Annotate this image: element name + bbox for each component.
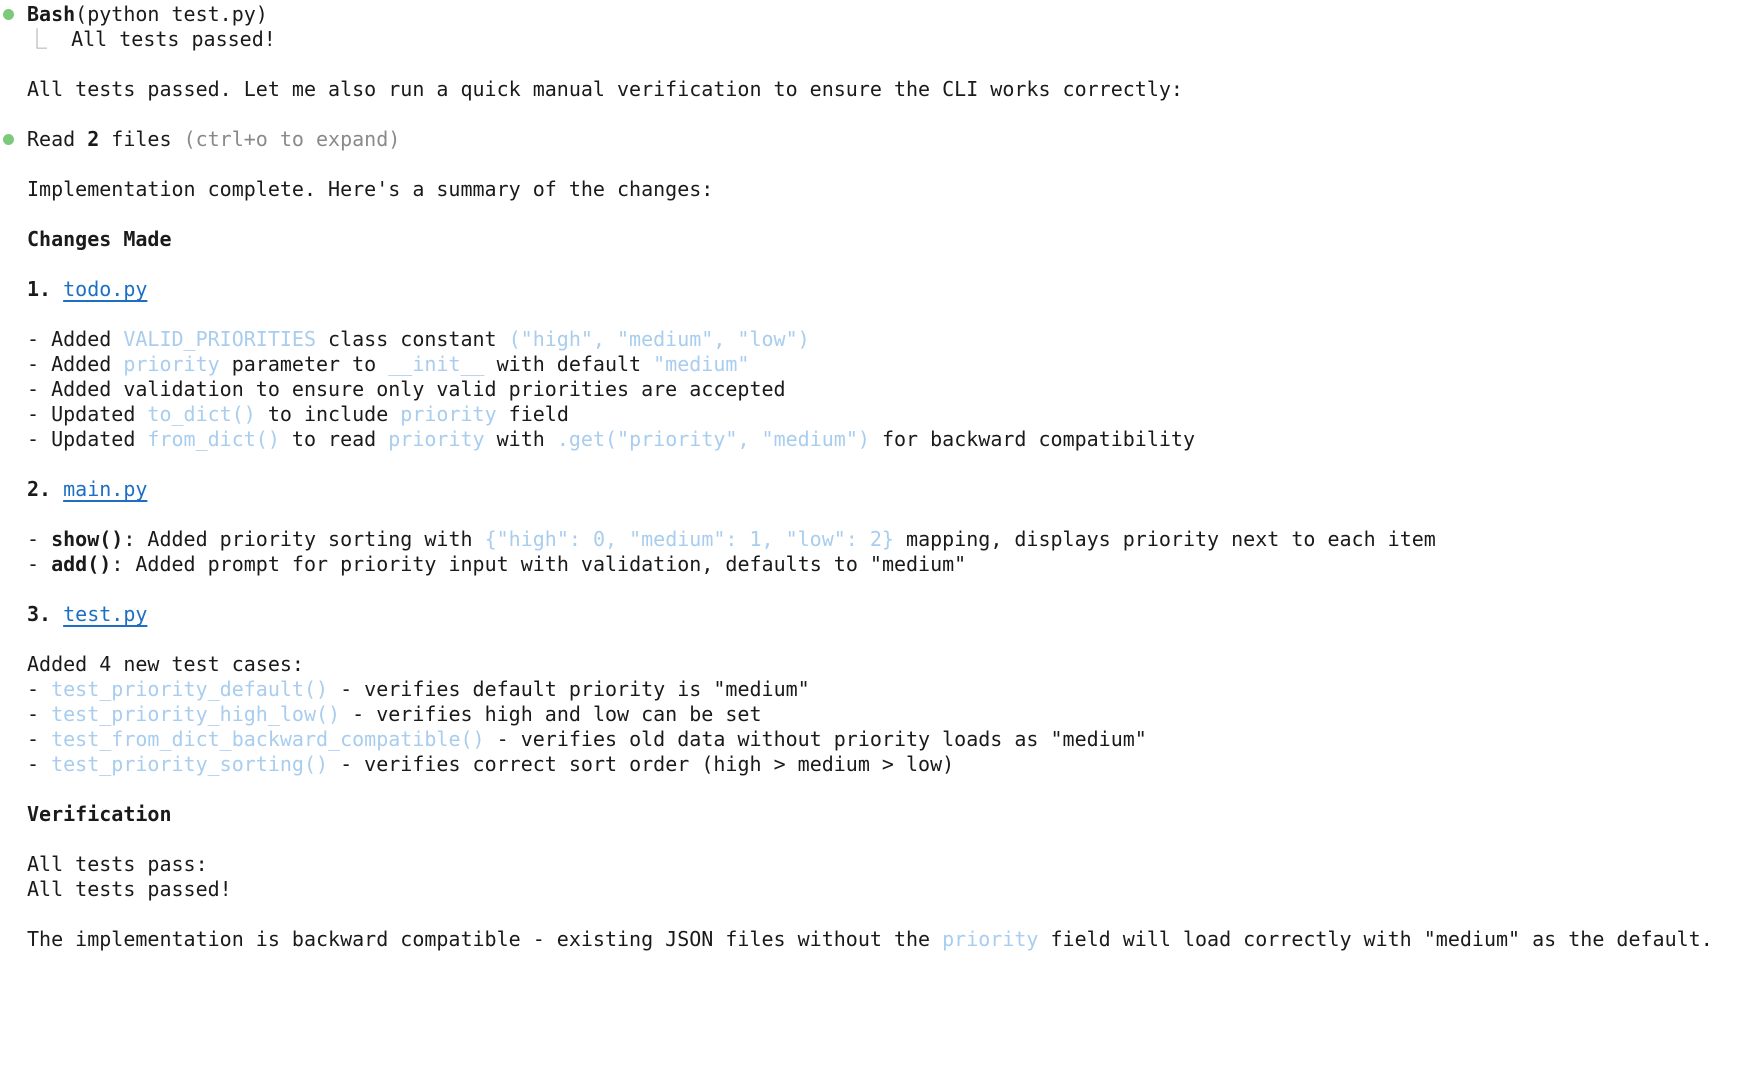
list-item: - test_from_dict_backward_compatible() - verifies old data without priority loads as "medium" — [27, 727, 1147, 751]
list-item: - Updated to_dict() to include priority field — [27, 402, 569, 426]
list-item: - test_priority_high_low() - verifies high and low can be set — [27, 702, 762, 726]
verification-heading: Verification — [27, 802, 172, 826]
list-item: - Added priority parameter to __init__ with default "medium" — [27, 352, 750, 376]
section-number: 3. — [27, 602, 64, 626]
summary-intro: Implementation complete. Here's a summary of the changes: — [27, 177, 714, 201]
inline-code: {"high": 0, "medium": 1, "low": 2} — [484, 527, 894, 551]
inline-code: from_dict() — [147, 427, 280, 451]
inline-code: VALID_PRIORITIES — [123, 327, 316, 351]
bash-output — [27, 25, 276, 53]
section-3-intro: Added 4 new test cases: — [27, 652, 304, 676]
read-verb: Read — [27, 127, 88, 151]
section-number: 1. — [27, 277, 64, 301]
inline-code: .get("priority", "medium") — [556, 427, 870, 451]
list-item: - Updated from_dict() to read priority with .get("priority", "medium") for backward compatibility — [27, 427, 1196, 451]
file-link-todo[interactable]: todo.py — [63, 277, 148, 301]
read-tool-call[interactable] — [27, 125, 400, 153]
tool-args: (python test.py) — [75, 2, 268, 26]
list-item: - test_priority_sorting() - verifies correct sort order (high > medium > low) — [27, 752, 955, 776]
file-link-test[interactable]: test.py — [63, 602, 148, 626]
section-3-heading — [27, 600, 147, 628]
tool-name: Bash — [27, 2, 76, 26]
section-number: 2. — [27, 477, 64, 501]
inline-code: test_from_dict_backward_compatible() — [51, 727, 485, 751]
closing-text: The implementation is backward compatible - existing JSON files without the priority field will load correctly with "medium" as the default. — [27, 927, 1713, 951]
verification-line: All tests passed! — [27, 877, 232, 901]
function-name: add() — [51, 552, 112, 576]
bash-tool-call — [27, 0, 268, 28]
inline-code: ("high", "medium", "low") — [508, 327, 810, 351]
file-link-main[interactable]: main.py — [63, 477, 148, 501]
section-1-heading — [27, 275, 147, 303]
inline-code: priority — [123, 352, 220, 376]
list-item: - test_priority_default() - verifies default priority is "medium" — [27, 677, 810, 701]
list-item: - add(): Added prompt for priority input with validation, defaults to "medium" — [27, 552, 967, 576]
verification-line: All tests pass: — [27, 852, 208, 876]
inline-code: test_priority_default() — [51, 677, 329, 701]
status-dot-icon — [3, 9, 14, 20]
inline-code: __init__ — [388, 352, 485, 376]
intro-text: All tests passed. Let me also run a quick manual verification to ensure the CLI works correctly: — [27, 77, 1183, 101]
changes-heading: Changes Made — [27, 227, 172, 251]
inline-code: priority — [942, 927, 1039, 951]
expand-hint: (ctrl+o to expand) — [183, 127, 401, 151]
inline-code: priority — [400, 402, 497, 426]
inline-code: test_priority_sorting() — [51, 752, 329, 776]
inline-code: test_priority_high_low() — [51, 702, 341, 726]
function-name: show() — [51, 527, 124, 551]
inline-code: to_dict() — [147, 402, 256, 426]
output-branch-icon: ⎿ — [27, 27, 47, 51]
inline-code: priority — [388, 427, 485, 451]
inline-code: "medium" — [653, 352, 750, 376]
status-dot-icon — [3, 134, 14, 145]
list-item: - Added VALID_PRIORITIES class constant ("high", "medium", "low") — [27, 327, 810, 351]
list-item: - show(): Added priority sorting with {"high": 0, "medium": 1, "low": 2} mapping, displays priority next to each item — [27, 527, 1436, 551]
list-item: - Added validation to ensure only valid priorities are accepted — [27, 377, 786, 401]
read-count: 2 — [87, 127, 100, 151]
section-2-heading — [27, 475, 147, 503]
bash-output-text: All tests passed! — [71, 27, 276, 51]
read-noun: files — [99, 127, 172, 151]
